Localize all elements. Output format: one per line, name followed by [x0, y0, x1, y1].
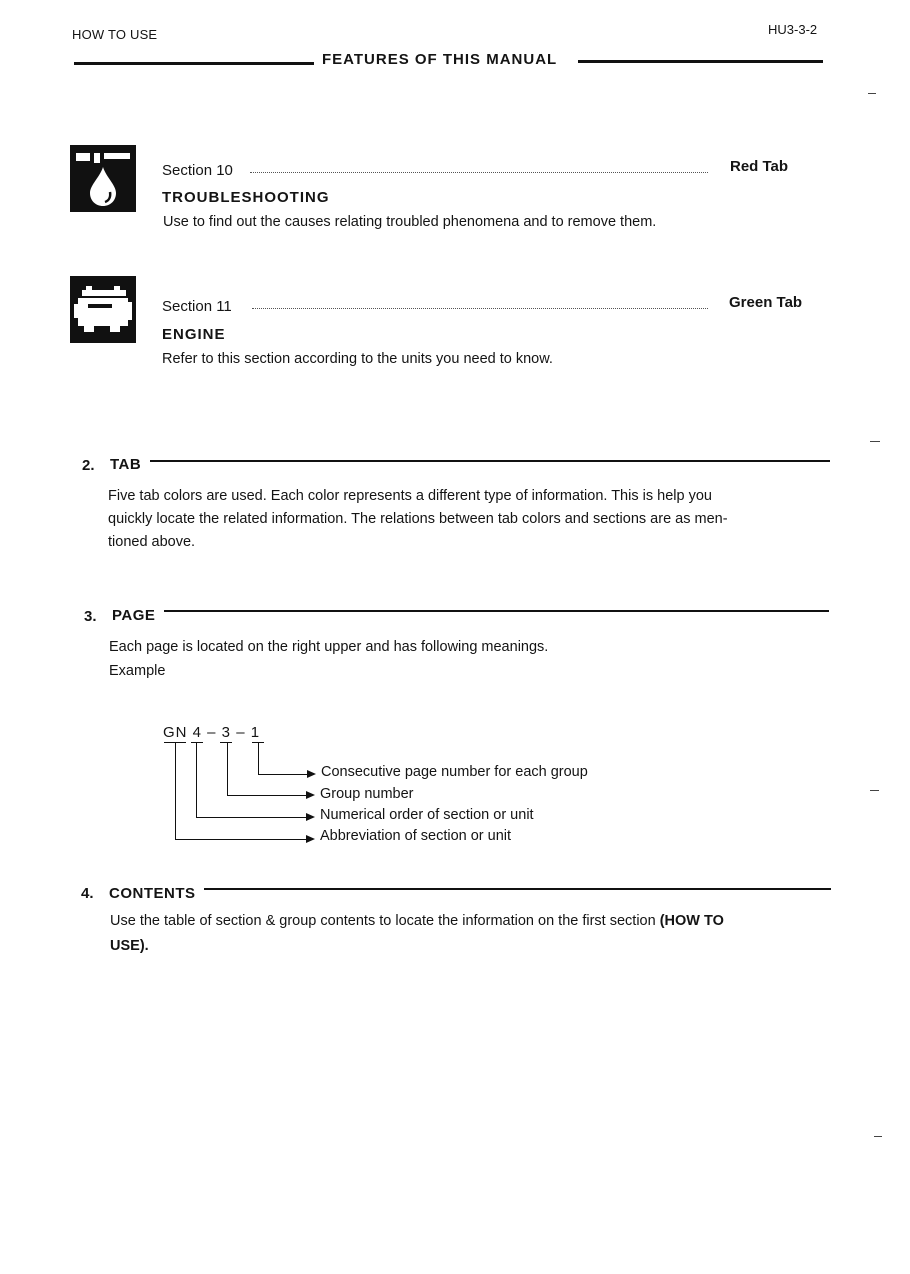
section-11-description: Refer to this section according to the units you need to know.	[162, 351, 553, 367]
example-page-code: GN 4 – 3 – 1	[163, 724, 261, 741]
contents-text: Use the table of section & group contents to locate the information on the first section	[110, 913, 660, 929]
scan-mark	[874, 1136, 882, 1137]
group-number-lead	[227, 742, 228, 795]
tab-paragraph-line: Five tab colors are used. Each color represents a different type of information. This is help you	[108, 488, 712, 504]
example-label: Example	[109, 663, 166, 679]
engine-icon	[70, 276, 136, 343]
abbreviation-lead	[175, 742, 176, 839]
running-header-left: HOW TO USE	[72, 27, 158, 42]
page-title: FEATURES OF THIS MANUAL	[322, 51, 558, 68]
tab-heading: TAB	[110, 456, 142, 473]
arrow-icon	[306, 835, 315, 843]
section-10-tab: Red Tab	[730, 158, 789, 175]
contents-heading-rule	[204, 888, 831, 890]
arrow-line	[175, 839, 307, 840]
section-10-leader	[250, 172, 708, 173]
contents-heading-number: 4.	[81, 885, 94, 902]
page-number-lead	[258, 742, 259, 774]
page-heading-number: 3.	[84, 608, 97, 625]
title-rule-left	[74, 62, 314, 65]
page-paragraph-line: Each page is located on the right upper and has following meanings.	[109, 639, 549, 655]
contents-paragraph-line: USE).	[110, 938, 149, 954]
oil-drop-icon	[70, 145, 136, 212]
contents-paragraph-line	[110, 910, 724, 933]
scan-mark	[870, 790, 879, 791]
tab-paragraph-line: quickly locate the related information. The relations between tab colors and sections are as men-	[108, 511, 728, 527]
section-11-leader	[252, 308, 708, 309]
section-11-tab: Green Tab	[729, 294, 803, 311]
tab-paragraph	[108, 485, 828, 554]
section-10-description: Use to find out the causes relating troubled phenomena and to remove them.	[163, 214, 657, 230]
scan-mark	[868, 93, 876, 94]
page-heading: PAGE	[112, 607, 156, 624]
section-11-label: Section 11	[162, 298, 232, 315]
arrow-line	[196, 817, 307, 818]
code-underline	[191, 742, 203, 743]
title-rule-right	[578, 60, 823, 63]
arrow-icon	[306, 813, 315, 821]
arrow-icon	[306, 791, 315, 799]
section-order-lead	[196, 742, 197, 817]
tab-heading-number: 2.	[82, 457, 95, 474]
arrow-icon	[307, 770, 316, 778]
tab-paragraph-line: tioned above.	[108, 534, 196, 550]
diagram-label: Abbreviation of section or unit	[320, 828, 512, 844]
diagram-label: Consecutive page number for each group	[321, 764, 588, 780]
tab-heading-rule	[150, 460, 830, 462]
diagram-label: Numerical order of section or unit	[320, 807, 534, 823]
section-10-label: Section 10	[162, 162, 233, 179]
section-11-name: ENGINE	[162, 326, 226, 343]
diagram-label: Group number	[320, 786, 414, 802]
page-number: HU3-3-2	[768, 22, 818, 37]
arrow-line	[227, 795, 307, 796]
section-10-name: TROUBLESHOOTING	[162, 189, 330, 206]
contents-heading: CONTENTS	[109, 885, 196, 902]
page-heading-rule	[164, 610, 829, 612]
code-underline	[220, 742, 232, 743]
arrow-line	[258, 774, 308, 775]
scan-mark	[870, 441, 880, 442]
contents-emphasis: (HOW TO	[659, 913, 724, 929]
